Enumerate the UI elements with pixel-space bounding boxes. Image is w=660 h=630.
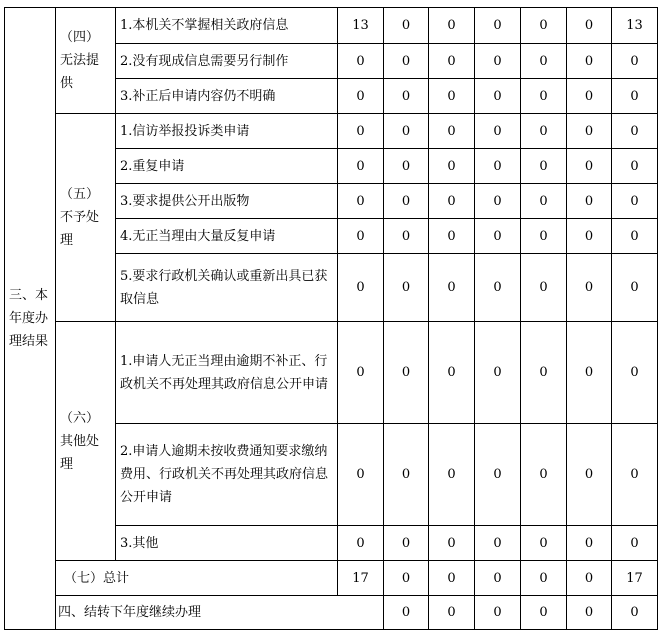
row-label: 2.重复申请 — [116, 149, 338, 184]
value-cell: 0 — [567, 526, 612, 561]
value-cell: 0 — [521, 596, 567, 630]
value-cell: 0 — [475, 254, 521, 322]
total-label: （七）总计 — [56, 561, 338, 596]
value-cell: 0 — [429, 184, 475, 219]
row-label: 3.补正后申请内容仍不明确 — [116, 79, 338, 114]
value-cell: 17 — [338, 561, 384, 596]
value-cell: 0 — [475, 149, 521, 184]
row-label: 4.无正当理由大量反复申请 — [116, 219, 338, 254]
value-cell: 0 — [612, 526, 658, 561]
row-label: 3.要求提供公开出版物 — [116, 184, 338, 219]
value-cell: 0 — [384, 184, 429, 219]
table-row — [5, 596, 658, 630]
value-cell: 0 — [475, 184, 521, 219]
value-cell: 0 — [475, 526, 521, 561]
value-cell: 0 — [475, 561, 521, 596]
value-cell: 0 — [384, 526, 429, 561]
value-cell: 0 — [521, 44, 567, 79]
value-cell: 0 — [384, 149, 429, 184]
value-cell: 0 — [429, 596, 475, 630]
value-cell: 0 — [612, 322, 658, 424]
value-cell: 0 — [521, 254, 567, 322]
value-cell: 0 — [338, 79, 384, 114]
group-label: （四）无法提供 — [56, 8, 116, 114]
value-cell: 0 — [429, 254, 475, 322]
value-cell: 0 — [429, 149, 475, 184]
value-cell: 0 — [567, 184, 612, 219]
value-cell: 0 — [475, 322, 521, 424]
value-cell: 0 — [612, 114, 658, 149]
value-cell: 0 — [338, 424, 384, 526]
value-cell: 0 — [475, 44, 521, 79]
row-label: 1.信访举报投诉类申请 — [116, 114, 338, 149]
value-cell: 0 — [429, 219, 475, 254]
value-cell: 0 — [567, 254, 612, 322]
value-cell: 0 — [567, 114, 612, 149]
value-cell: 0 — [338, 114, 384, 149]
value-cell: 13 — [612, 8, 658, 44]
value-cell: 0 — [567, 561, 612, 596]
value-cell: 0 — [338, 184, 384, 219]
value-cell: 0 — [612, 219, 658, 254]
value-cell: 0 — [567, 149, 612, 184]
value-cell: 13 — [338, 8, 384, 44]
value-cell: 0 — [612, 254, 658, 322]
table-row — [5, 322, 658, 424]
value-cell: 0 — [567, 8, 612, 44]
value-cell: 0 — [384, 219, 429, 254]
value-cell: 0 — [521, 561, 567, 596]
value-cell: 0 — [521, 79, 567, 114]
value-cell: 0 — [384, 322, 429, 424]
row-label: 2.没有现成信息需要另行制作 — [116, 44, 338, 79]
row-label: 2.申请人逾期未按收费通知要求缴纳费用、行政机关不再处理其政府信息公开申请 — [116, 424, 338, 526]
value-cell: 0 — [521, 424, 567, 526]
value-cell: 0 — [521, 184, 567, 219]
value-cell: 0 — [475, 8, 521, 44]
value-cell: 0 — [429, 322, 475, 424]
value-cell: 0 — [338, 254, 384, 322]
value-cell: 0 — [567, 44, 612, 79]
value-cell: 0 — [475, 424, 521, 526]
table-row — [5, 8, 658, 44]
row-label: 3.其他 — [116, 526, 338, 561]
value-cell: 0 — [429, 424, 475, 526]
results-table — [4, 7, 658, 630]
value-cell: 0 — [475, 114, 521, 149]
value-cell: 0 — [338, 149, 384, 184]
value-cell: 0 — [384, 44, 429, 79]
value-cell: 0 — [521, 149, 567, 184]
value-cell: 0 — [612, 184, 658, 219]
value-cell: 0 — [567, 596, 612, 630]
table-row — [5, 114, 658, 149]
value-cell: 0 — [429, 79, 475, 114]
row-label: 1.本机关不掌握相关政府信息 — [116, 8, 338, 44]
carryover-label: 四、结转下年度继续办理 — [56, 596, 384, 630]
value-cell: 0 — [521, 322, 567, 424]
value-cell: 0 — [612, 79, 658, 114]
value-cell: 0 — [338, 44, 384, 79]
value-cell: 0 — [429, 526, 475, 561]
value-cell: 0 — [521, 526, 567, 561]
section-label: 三、本年度办理结果 — [5, 8, 56, 630]
value-cell: 0 — [429, 8, 475, 44]
value-cell: 0 — [338, 322, 384, 424]
group-label: （六）其他处理 — [56, 322, 116, 561]
value-cell: 0 — [475, 596, 521, 630]
value-cell: 0 — [429, 114, 475, 149]
row-label: 5.要求行政机关确认或重新出具已获取信息 — [116, 254, 338, 322]
table-row — [5, 561, 658, 596]
value-cell: 0 — [338, 219, 384, 254]
value-cell: 0 — [384, 254, 429, 322]
value-cell: 0 — [567, 424, 612, 526]
value-cell: 0 — [612, 149, 658, 184]
value-cell: 0 — [567, 322, 612, 424]
value-cell: 0 — [384, 424, 429, 526]
value-cell: 0 — [567, 219, 612, 254]
value-cell: 0 — [384, 114, 429, 149]
value-cell: 0 — [384, 79, 429, 114]
value-cell: 0 — [429, 561, 475, 596]
value-cell: 0 — [521, 8, 567, 44]
group-label: （五）不予处理 — [56, 114, 116, 322]
value-cell: 0 — [475, 79, 521, 114]
value-cell: 0 — [612, 596, 658, 630]
value-cell: 0 — [338, 526, 384, 561]
value-cell: 0 — [475, 219, 521, 254]
value-cell: 0 — [384, 8, 429, 44]
value-cell: 0 — [612, 44, 658, 79]
value-cell: 0 — [567, 79, 612, 114]
value-cell: 17 — [612, 561, 658, 596]
value-cell: 0 — [612, 424, 658, 526]
value-cell: 0 — [384, 561, 429, 596]
value-cell: 0 — [521, 114, 567, 149]
value-cell: 0 — [429, 44, 475, 79]
value-cell: 0 — [521, 219, 567, 254]
value-cell: 0 — [384, 596, 429, 630]
row-label: 1.申请人无正当理由逾期不补正、行政机关不再处理其政府信息公开申请 — [116, 322, 338, 424]
